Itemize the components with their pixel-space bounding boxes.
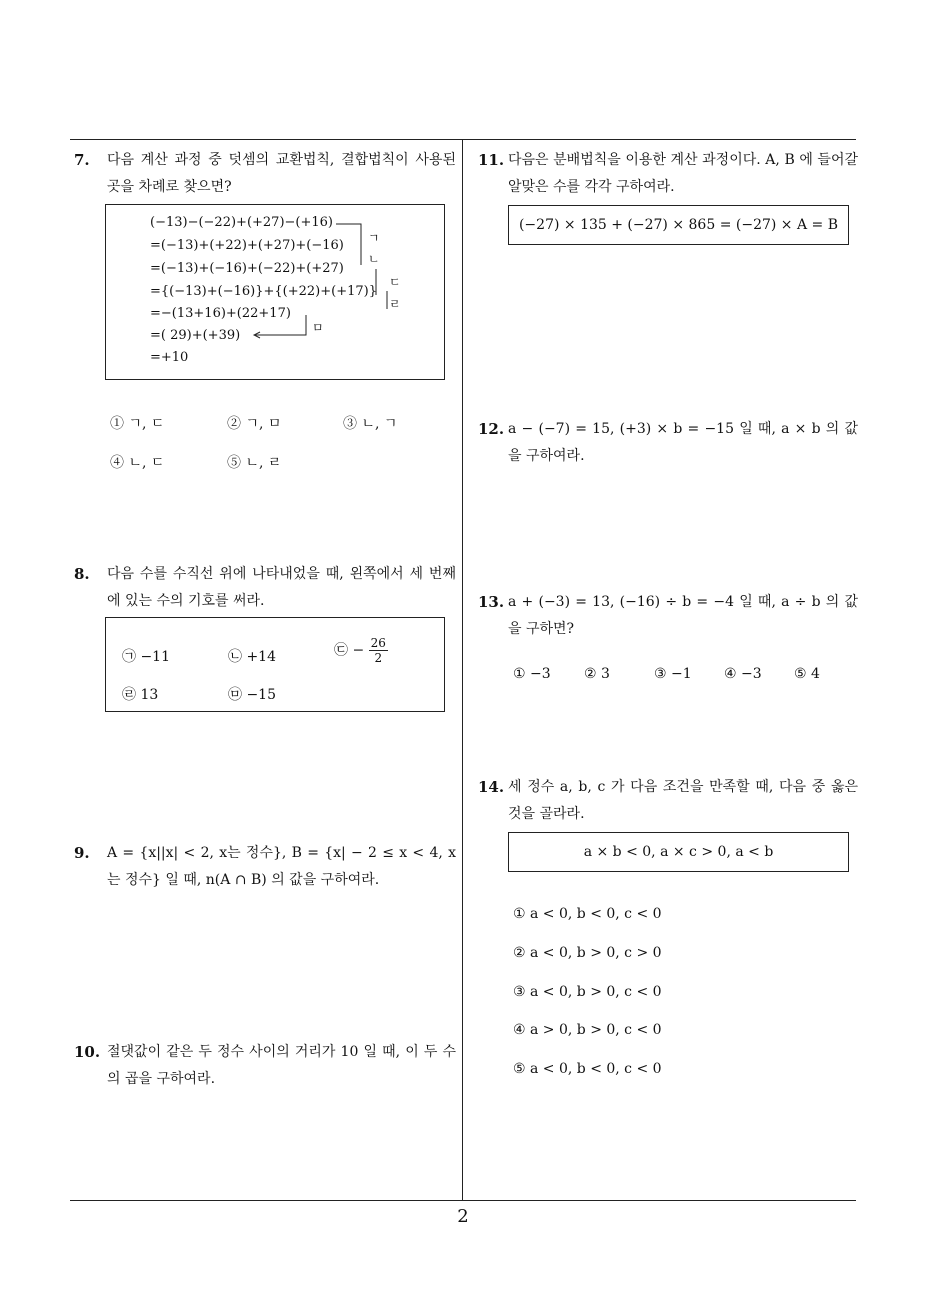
column-divider — [462, 139, 463, 1201]
question-number: 11. — [478, 151, 505, 169]
question-9 — [74, 840, 456, 894]
question-text: 다음 수를 수직선 위에 나타내었을 때, 왼쪽에서 세 번째에 있는 수의 기호를 써라. — [107, 566, 456, 609]
question-text: 절댓값이 같은 두 정수 사이의 거리가 10 일 때, 이 두 수의 곱을 구하여라. — [107, 1044, 456, 1087]
q11-expression-box — [508, 205, 849, 245]
question-text: 세 정수 a, b, c 가 다음 조건을 만족할 때, 다음 중 옳은 것을 골라라. — [508, 779, 858, 822]
question-7 — [74, 147, 456, 201]
question-12 — [478, 416, 858, 470]
question-14 — [478, 774, 858, 828]
question-number: 7. — [74, 151, 90, 169]
item-a: ㉠ −11 — [122, 649, 170, 665]
question-number: 14. — [478, 778, 505, 796]
question-text: a + (−3) = 13, (−16) ÷ b = −4 일 때, a ÷ b 의 값을 구하면? — [508, 594, 858, 637]
question-11 — [478, 147, 858, 201]
question-text: 다음은 분배법칙을 이용한 계산 과정이다. A, B 에 들어갈 알맞은 수를 각각 구하여라. — [508, 152, 858, 195]
fraction-numerator: 26 — [370, 636, 386, 650]
answer-option[interactable]: ① ㄱ, ㄷ — [110, 416, 165, 432]
fraction-denominator: 2 — [374, 651, 383, 665]
expression: (−27) × 135 + (−27) × 865 = (−27) × A = B — [518, 217, 839, 233]
item-d: ㉣ 13 — [122, 687, 159, 703]
question-number: 13. — [478, 593, 505, 611]
answer-option[interactable]: ② ㄱ, ㅁ — [227, 416, 282, 432]
calc-line: =( 29)+(+39) — [150, 328, 241, 343]
question-number: 12. — [478, 420, 505, 438]
answer-option[interactable]: ③ −1 — [654, 666, 692, 682]
question-text: 다음 계산 과정 중 덧셈의 교환법칙, 결합법칙이 사용된 곳을 차례로 찾으면? — [107, 152, 456, 195]
step-mark-d: ㄹ — [389, 297, 401, 311]
answer-option[interactable]: ⑤ 4 — [794, 666, 820, 682]
q14-condition-box — [508, 832, 849, 872]
answer-option[interactable]: ④ a > 0, b > 0, c < 0 — [513, 1022, 662, 1038]
calc-line: =(−13)+(−16)+(−22)+(+27) — [150, 261, 344, 276]
answer-option[interactable]: ② a < 0, b > 0, c > 0 — [513, 945, 662, 961]
calc-line: =−(13+16)+(22+17) — [150, 306, 291, 321]
q7-calculation-box — [105, 204, 445, 380]
calc-line: (−13)−(−22)+(+27)−(+16) — [150, 215, 333, 230]
top-rule — [70, 139, 856, 140]
page-number: 2 — [457, 1206, 469, 1227]
condition: a × b < 0, a × c > 0, a < b — [583, 844, 774, 860]
item-c — [334, 636, 388, 665]
question-13 — [478, 589, 858, 643]
question-number: 9. — [74, 844, 90, 862]
answer-option[interactable]: ④ ㄴ, ㄷ — [110, 455, 165, 471]
item-b: ㉡ +14 — [228, 649, 276, 665]
calc-line: =(−13)+(+22)+(+27)+(−16) — [150, 238, 344, 253]
answer-option[interactable]: ⑤ ㄴ, ㄹ — [227, 455, 282, 471]
step-mark-b: ㄴ — [368, 252, 380, 266]
q8-items-box — [105, 617, 445, 712]
answer-option[interactable]: ① a < 0, b < 0, c < 0 — [513, 906, 662, 922]
question-number: 10. — [74, 1043, 101, 1061]
question-10 — [74, 1039, 456, 1093]
question-8 — [74, 561, 456, 615]
item-e: ㉤ −15 — [228, 687, 276, 703]
fraction — [369, 636, 388, 665]
answer-option[interactable]: ② 3 — [584, 666, 610, 682]
step-mark-c: ㄷ — [389, 275, 401, 289]
answer-option[interactable]: ③ ㄴ, ㄱ — [343, 416, 398, 432]
bottom-rule — [70, 1200, 856, 1201]
step-mark-a: ㄱ — [368, 231, 380, 245]
answer-option[interactable]: ⑤ a < 0, b < 0, c < 0 — [513, 1061, 662, 1077]
answer-option[interactable]: ③ a < 0, b > 0, c < 0 — [513, 984, 662, 1000]
step-mark-e: ㅁ — [312, 321, 324, 335]
calc-line: =+10 — [150, 350, 189, 365]
step-bracket-lines — [106, 205, 444, 379]
question-number: 8. — [74, 565, 90, 583]
question-text: a − (−7) = 15, (+3) × b = −15 일 때, a × b 의 값을 구하여라. — [508, 421, 858, 464]
answer-option[interactable]: ① −3 — [513, 666, 551, 682]
item-c-label: ㉢ − — [334, 642, 365, 659]
question-text: A = {x||x| < 2, x는 정수}, B = {x| − 2 ≤ x < 4, x는 정수} 일 때, n(A ∩ B) 의 값을 구하여라. — [107, 845, 456, 888]
answer-option[interactable]: ④ −3 — [724, 666, 762, 682]
calc-line: ={(−13)+(−16)}+{(+22)+(+17)} — [150, 284, 377, 299]
